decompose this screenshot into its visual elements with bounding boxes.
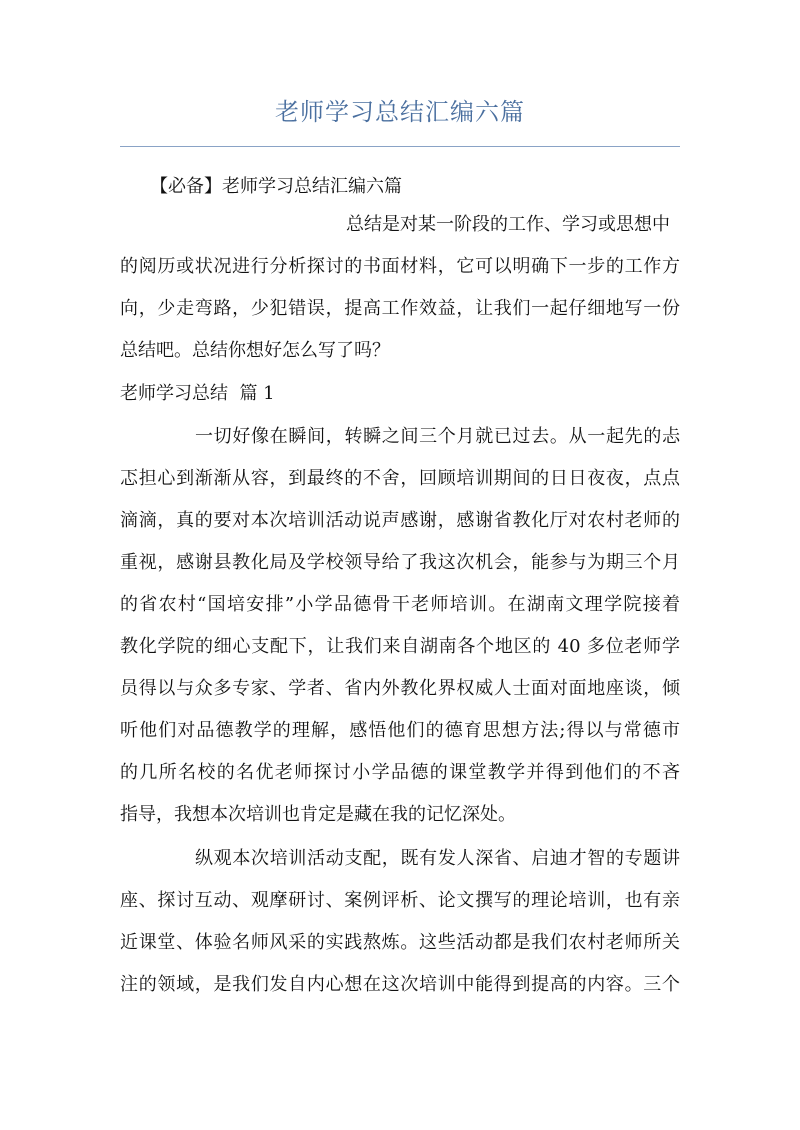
paragraph1-line-5: 的省农村“国培安排”小学品德骨干老师培训。在湖南文理学院接着 <box>120 594 680 615</box>
intro-line-1: 总结是对某一阶段的工作、学习或思想中 <box>346 214 670 235</box>
paragraph2-line-4: 注的领域，是我们发自内心想在这次培训中能得到提高的内容。三个 <box>120 974 680 995</box>
intro-line-2: 的阅历或状况进行分析探讨的书面材料，它可以明确下一步的工作方 <box>120 256 680 277</box>
paragraph1-line-3: 滴滴，真的要对本次培训活动说声感谢，感谢省教化厅对农村老师的 <box>120 510 680 531</box>
paragraph2-line-1: 纵观本次培训活动支配，既有发人深省、启迪才智的专题讲 <box>195 848 680 869</box>
paragraph1-line-9: 的几所名校的名优老师探讨小学品德的课堂教学并得到他们的不吝 <box>120 762 680 783</box>
paragraph1-line-7: 员得以与众多专家、学者、省内外教化界权威人士面对面地座谈，倾 <box>120 678 680 699</box>
paragraph1-line-4: 重视，感谢县教化局及学校领导给了我这次机会，能参与为期三个月 <box>120 552 680 573</box>
paragraph2-line-2: 座、探讨互动、观摩研讨、案例评析、论文撰写的理论培训，也有亲 <box>120 890 680 911</box>
intro-line-4: 总结吧。总结你想好怎么写了吗？ <box>120 340 390 361</box>
paragraph1-line-2: 忑担心到渐渐从容，到最终的不舍，回顾培训期间的日日夜夜，点点 <box>120 468 680 489</box>
title-divider <box>120 146 680 147</box>
paragraph1-line-1: 一切好像在瞬间，转瞬之间三个月就已过去。从一起先的忐 <box>195 426 680 447</box>
intro-line-3: 向，少走弯路，少犯错误，提高工作效益，让我们一起仔细地写一份 <box>120 298 680 319</box>
paragraph1-line-8: 听他们对品德教学的理解，感悟他们的德育思想方法;得以与常德市 <box>120 720 680 741</box>
document-heading: 【必备】老师学习总结汇编六篇 <box>150 176 402 197</box>
paragraph1-line-10: 指导，我想本次培训也肯定是藏在我的记忆深处。 <box>120 804 516 825</box>
document-title: 老师学习总结汇编六篇 <box>275 98 525 126</box>
section-heading: 老师学习总结 篇 1 <box>120 383 275 404</box>
paragraph2-line-3: 近课堂、体验名师风采的实践熬炼。这些活动都是我们农村老师所关 <box>120 932 680 953</box>
paragraph1-line-6: 教化学院的细心支配下，让我们来自湖南各个地区的 40 多位老师学 <box>120 636 680 657</box>
